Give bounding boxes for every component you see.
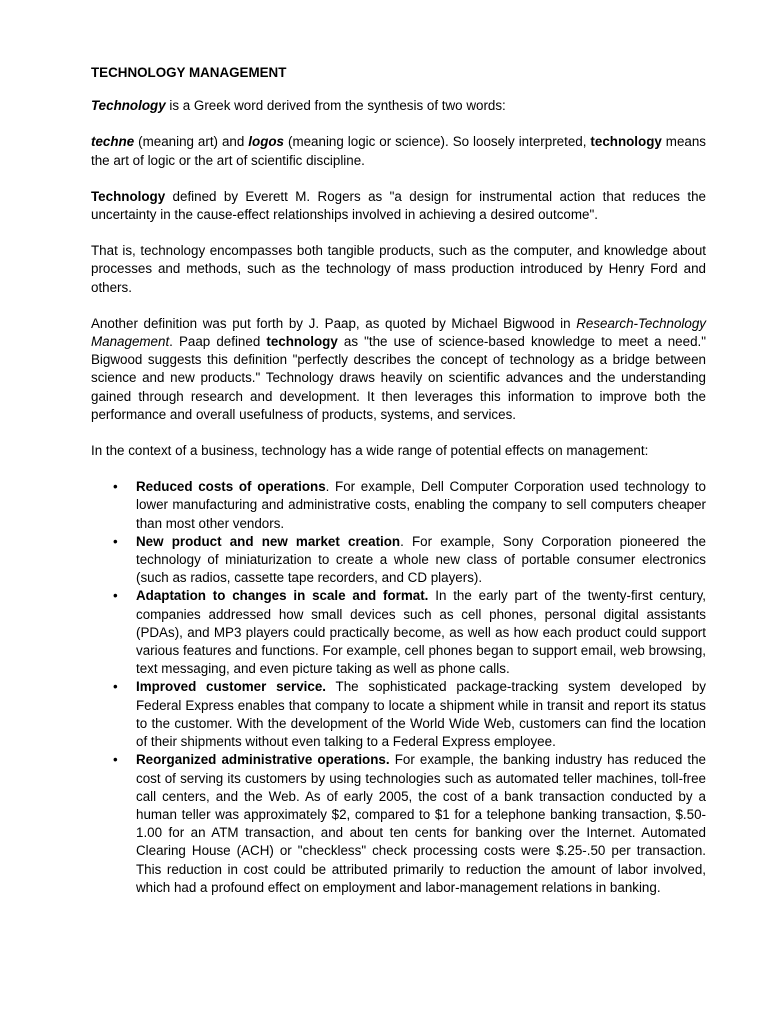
term-techne: techne xyxy=(91,134,135,150)
list-item-heading: Reduced costs of operations xyxy=(136,479,326,495)
list-item-text: The sophisticated package-tracking system developed by Federal Express enables that company to locate a shipment while in transit and report its status to the customer. With the development of the World Wide Web, customers can find the location of their shipments without even talking to a Federal Express employee. xyxy=(136,679,706,750)
bullet-icon: • xyxy=(113,479,118,495)
term-logos: logos xyxy=(248,134,285,150)
paragraph-business-context: In the context of a business, technology has a wide range of potential effects on management: xyxy=(91,443,649,459)
paragraph-greek-origin: Technology is a Greek word derived from the synthesis of two words: xyxy=(91,98,506,114)
document-title: TECHNOLOGY MANAGEMENT xyxy=(91,65,287,80)
list-item-text: . For example, Sony Corporation pioneered the technology of miniaturization to create a whole new class of portable consumer electronics (such as radios, cassette tape recorders, and CD players). xyxy=(136,533,706,586)
list-item-text: In the early part of the twenty-first century, companies addressed how small devices such as cell phones, personal digital assistants (PDAs), and MP3 players could practically become, as well as how each product could support various features and functions. For example, cell phones began to support email, web browsing, text messaging, and even picture taking as well as phone calls. xyxy=(136,588,706,677)
list-item xyxy=(91,587,706,678)
bullet-icon: • xyxy=(113,752,118,768)
list-item-heading: New product and new market creation xyxy=(136,533,401,549)
list-item-heading: Adaptation to changes in scale and format. xyxy=(136,588,429,604)
list-item xyxy=(91,678,706,751)
bullet-icon: • xyxy=(113,588,118,604)
list-item-text: For example, the banking industry has reduced the cost of serving its customers by using technologies such as automated teller machines, toll-free call centers, and the Web. As of early 2005, the cost of a bank transaction conducted by a human teller was approximately $2, compared to $1 for a telephone banking transaction, $.50-1.00 for an ATM transaction, and about ten cents for banking over the Internet. Automated Clearing House (ACH) or "checkless" check processing costs were $.25-.50 per transaction. This reduction in cost could be attributed primarily to reduction the amount of labor involved, which had a profound effect on employment and labor-management relations in banking. xyxy=(136,752,707,895)
bullet-icon: • xyxy=(113,679,118,695)
list-item xyxy=(91,533,706,588)
list-item-heading: Reorganized administrative operations. xyxy=(136,752,390,768)
term-technology: technology xyxy=(266,334,338,350)
effects-list xyxy=(91,478,706,897)
bullet-icon: • xyxy=(113,533,118,549)
list-item xyxy=(91,751,706,897)
term-technology: Technology xyxy=(91,98,166,114)
paragraph-tangible-products: That is, technology encompasses both tangible products, such as the computer, and knowledge about processes and methods, such as the technology of mass production introduced by Henry Ford and others. xyxy=(91,243,706,295)
list-item xyxy=(91,478,706,533)
list-item-text: . For example, Dell Computer Corporation used technology to lower manufacturing and administrative costs, enabling the company to sell computers cheaper than most other vendors. xyxy=(136,479,706,531)
term-technology: Technology xyxy=(91,188,166,204)
paragraph-rogers-definition: Technology defined by Everett M. Rogers as "a design for instrumental action that reduces the uncertainty in the cause-effect relationships involved in achieving a desired outcome". xyxy=(91,188,706,223)
list-item-heading: Improved customer service. xyxy=(136,679,326,695)
term-technology: technology xyxy=(590,134,662,150)
paragraph-techne-logos: techne (meaning art) and logos (meaning logic or science). So loosely interpreted, technology means the art of logic or the art of scientific discipline. xyxy=(91,134,706,168)
source-title: Research-Technology Management xyxy=(91,315,706,350)
paragraph-paap-definition: Another definition was put forth by J. Paap, as quoted by Michael Bigwood in Research-Technology Management. Paap defined technology as "the use of science-based knowledge to meet a need." Bigwood suggests this definition "perfectly describes the concept of technology as a bridge between science and new products." Technology draws heavily on scientific advances and the understanding gained through research and development. It then leverages this information to improve both the performance and overall usefulness of products, systems, and services. xyxy=(91,315,706,422)
